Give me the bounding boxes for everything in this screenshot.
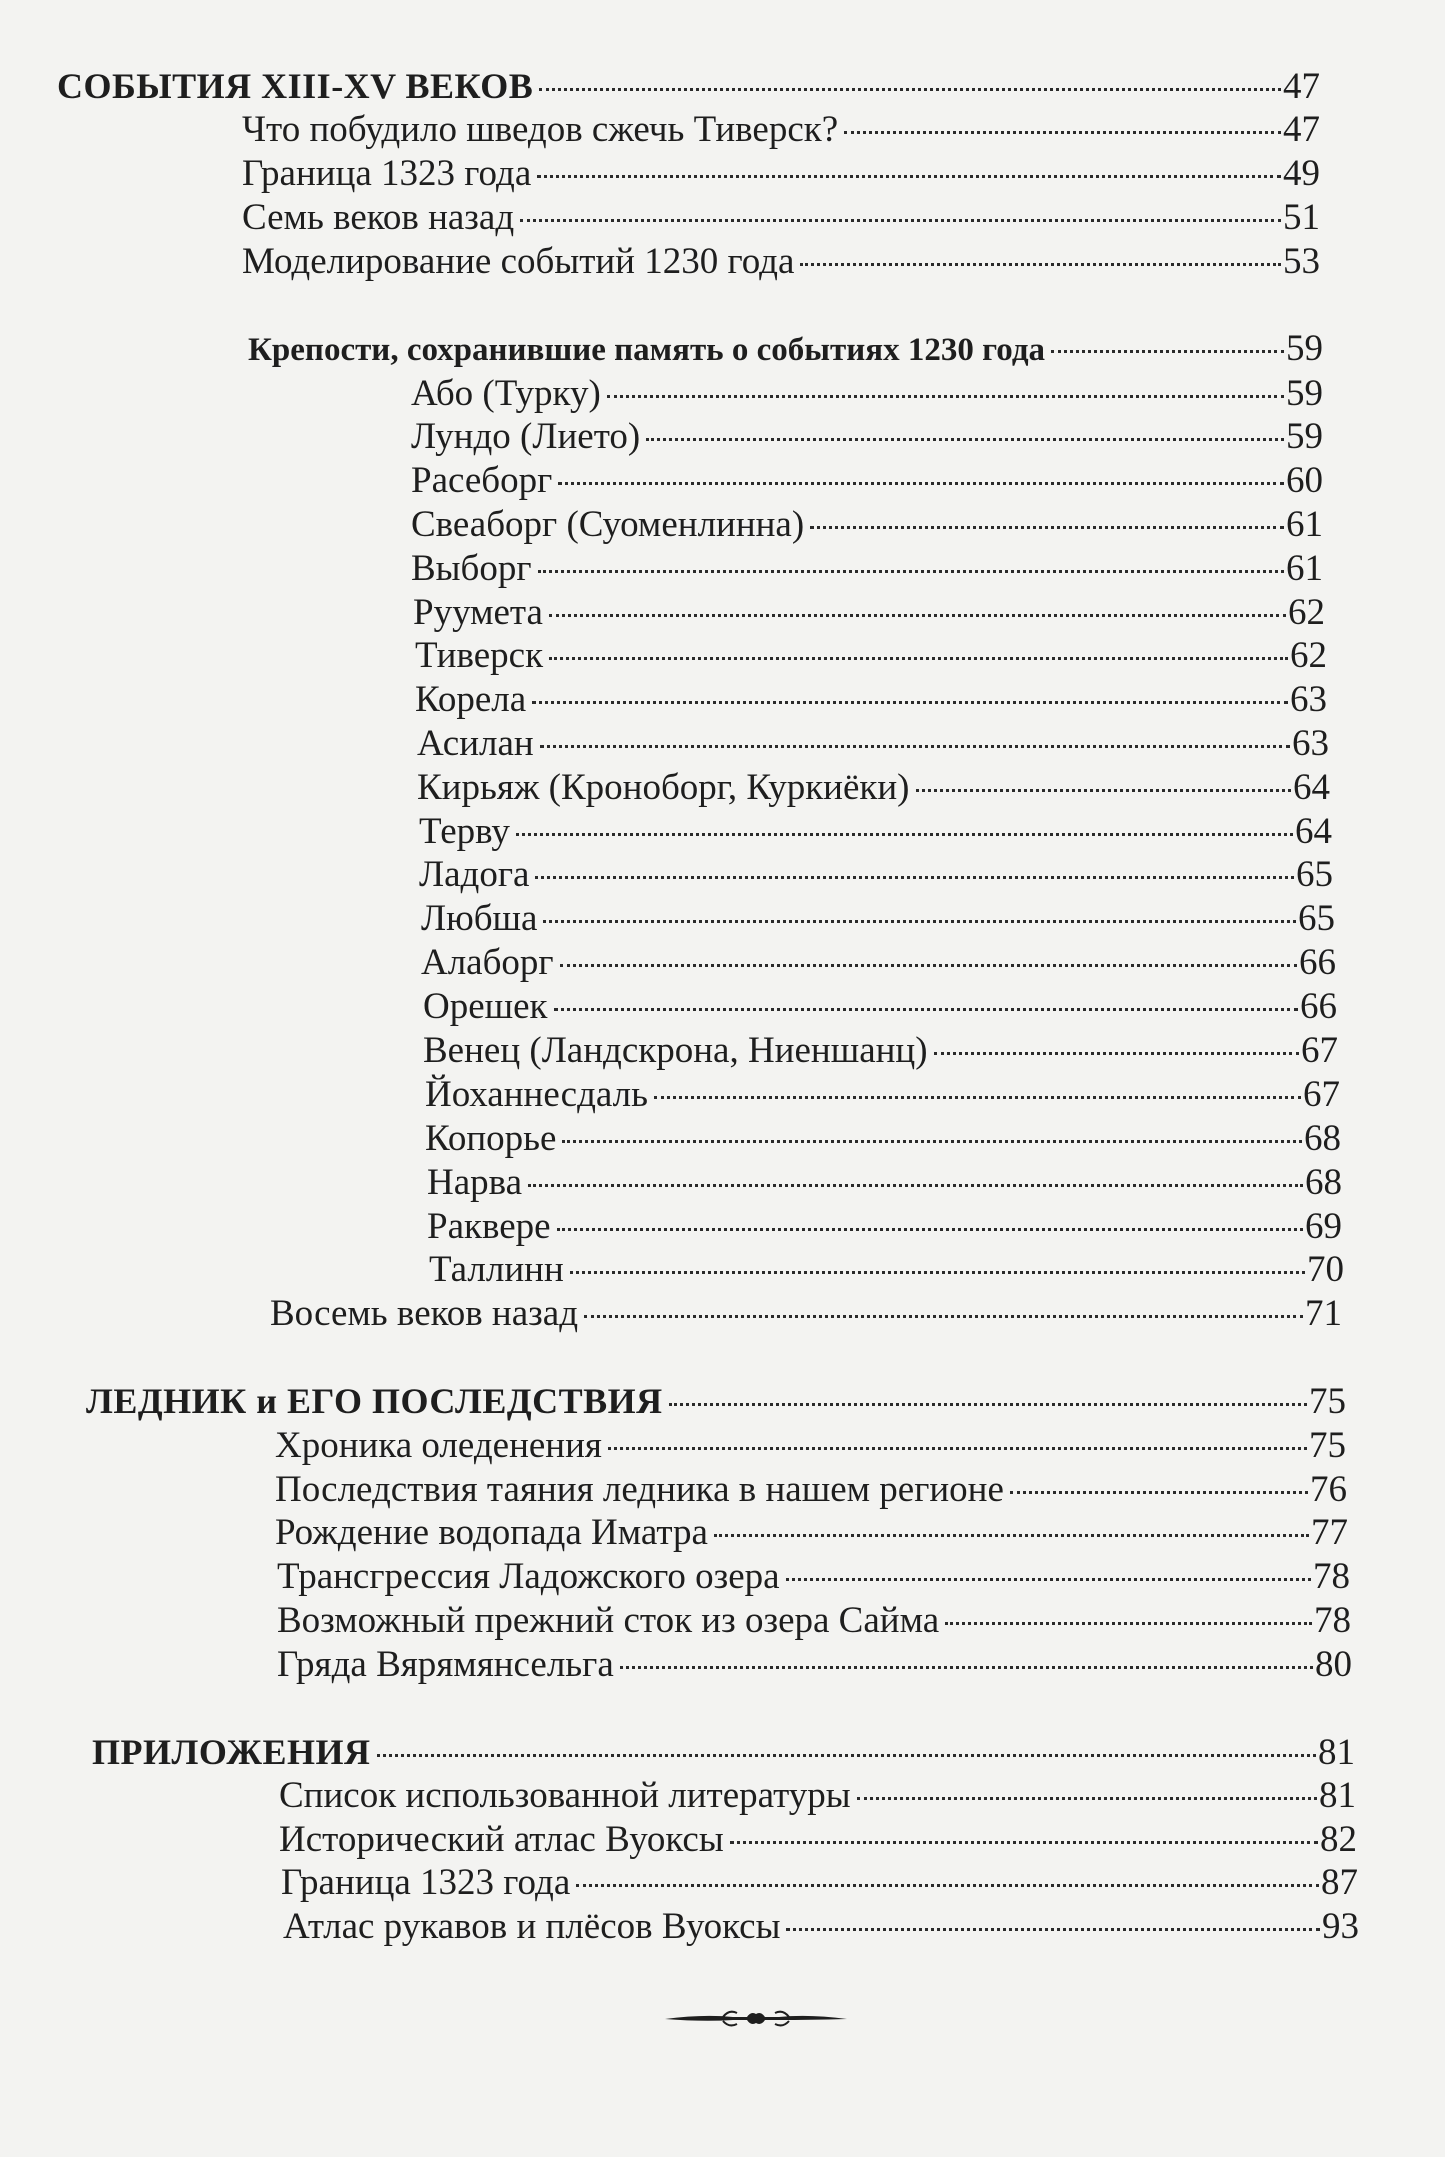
page-number: 81 (1318, 1732, 1355, 1773)
dot-leader (560, 964, 1297, 967)
dot-leader (528, 1184, 1303, 1187)
toc-entry (427, 1161, 1342, 1205)
dot-leader (539, 88, 1281, 91)
toc-entry-title: Моделирование событий 1230 года (242, 241, 795, 282)
toc-entry (421, 897, 1335, 941)
toc-entry (242, 108, 1320, 152)
page-number: 61 (1286, 548, 1323, 589)
page-number: 78 (1314, 1600, 1351, 1641)
toc-entry-title: Венец (Ландскрона, Ниеншанц) (423, 1030, 928, 1071)
dot-leader (945, 1622, 1312, 1625)
toc-entry-title: Асилан (417, 723, 534, 764)
page-number: 68 (1305, 1162, 1342, 1203)
dot-leader (516, 833, 1293, 836)
toc-entry-title: Расеборг (411, 460, 553, 501)
toc-entry-title: Трансгрессия Ладожского озера (277, 1556, 780, 1597)
page-number: 59 (1286, 373, 1323, 414)
toc-entry (425, 1073, 1340, 1117)
toc-entry-title: Любша (421, 898, 538, 939)
page-number: 78 (1313, 1556, 1350, 1597)
page-number: 67 (1301, 1030, 1338, 1071)
toc-entry-title: Руумета (413, 592, 543, 633)
page-number: 47 (1283, 66, 1320, 107)
toc-entry-title: Ладога (419, 854, 530, 895)
toc-entry-title: Возможный прежний сток из озера Сайма (277, 1600, 940, 1641)
page-number: 65 (1296, 854, 1333, 895)
page-number: 63 (1290, 679, 1327, 720)
toc-entry (242, 196, 1320, 240)
page-number: 77 (1311, 1512, 1348, 1553)
page-number: 64 (1293, 767, 1330, 808)
toc-entry-title: Нарва (427, 1162, 523, 1203)
dot-leader (786, 1578, 1311, 1581)
page-number: 59 (1286, 416, 1323, 457)
toc-entry-title: Последствия таяния ледника в нашем регионе (275, 1469, 1004, 1510)
section-title: ПРИЛОЖЕНИЯ (92, 1732, 371, 1772)
toc-entry-title: Список использованной литературы (279, 1775, 851, 1816)
toc-entry-title: Копорье (425, 1118, 557, 1159)
page-number: 69 (1305, 1206, 1342, 1247)
page-number: 75 (1309, 1381, 1346, 1422)
toc-entry-title: Восемь веков назад (270, 1293, 579, 1334)
dot-leader (800, 263, 1281, 266)
toc-entry (86, 1379, 1346, 1423)
toc-entry (415, 634, 1327, 678)
dot-leader (576, 1884, 1319, 1887)
dot-leader (540, 745, 1290, 748)
toc-entry (411, 459, 1323, 503)
toc-entry-title: Йоханнесдаль (425, 1074, 649, 1115)
page-number: 61 (1286, 504, 1323, 545)
dot-leader (844, 131, 1281, 134)
toc-entry (283, 1905, 1359, 1949)
toc-entry (413, 591, 1325, 635)
toc-entry (92, 1730, 1355, 1774)
dot-leader (620, 1666, 1313, 1669)
dot-leader (786, 1928, 1320, 1931)
dot-leader (1010, 1491, 1308, 1494)
dot-leader (549, 614, 1286, 617)
dot-leader (654, 1096, 1301, 1099)
dot-leader (520, 219, 1281, 222)
toc-entry-title: Алаборг (421, 942, 554, 983)
toc-entry (275, 1511, 1348, 1555)
dot-leader (532, 701, 1288, 704)
toc-entry-title: Терву (419, 811, 510, 852)
page-number: 71 (1305, 1293, 1342, 1334)
page-number: 49 (1283, 153, 1320, 194)
toc-entry-title: Свеаборг (Суоменлинна) (411, 504, 805, 545)
toc-entry-title: Або (Турку) (411, 373, 601, 414)
toc-entry (419, 853, 1333, 897)
dot-leader (1051, 350, 1284, 353)
toc-entry (423, 985, 1337, 1029)
toc-entry (423, 1029, 1338, 1073)
dot-leader (916, 789, 1291, 792)
page-number: 47 (1283, 109, 1320, 150)
page-number: 66 (1299, 942, 1336, 983)
toc-entry (248, 327, 1323, 371)
toc-entry (277, 1555, 1350, 1599)
toc-entry (242, 240, 1320, 284)
toc-entry (279, 1774, 1356, 1818)
toc-entry-title: Выборг (411, 548, 532, 589)
toc-entry-title: Семь веков назад (242, 197, 515, 238)
toc-entry-title: Кирьяж (Кроноборг, Куркиёки) (417, 767, 910, 808)
page-number: 63 (1292, 723, 1329, 764)
page-number: 53 (1283, 241, 1320, 282)
toc-entry (419, 810, 1332, 854)
page-number: 66 (1300, 986, 1337, 1027)
dot-leader (730, 1841, 1318, 1844)
page-number: 60 (1286, 460, 1323, 501)
dot-leader (554, 1008, 1298, 1011)
page-number: 80 (1315, 1644, 1352, 1685)
toc-entry (417, 722, 1329, 766)
page-number: 81 (1319, 1775, 1356, 1816)
ornament-divider-icon (663, 2005, 849, 2031)
toc-entry-title: Граница 1323 года (281, 1862, 571, 1903)
toc-entry (411, 372, 1323, 416)
toc-entry (275, 1468, 1347, 1512)
dot-leader (934, 1052, 1299, 1055)
dot-leader (558, 482, 1284, 485)
toc-entry-title: Исторический атлас Вуоксы (279, 1819, 724, 1860)
toc-entry-title: Тиверск (415, 635, 544, 676)
page-number: 82 (1320, 1819, 1357, 1860)
page-number: 93 (1322, 1906, 1359, 1947)
section-title: СОБЫТИЯ XIII-XV ВЕКОВ (57, 66, 534, 106)
toc-entry-title: Таллинн (429, 1249, 564, 1290)
toc-entry (425, 1117, 1341, 1161)
page-number: 87 (1321, 1862, 1358, 1903)
dot-leader (557, 1228, 1303, 1231)
toc-entry-title: Что побудило шведов сжечь Тиверск? (242, 109, 839, 150)
dot-leader (810, 526, 1284, 529)
dot-leader (562, 1140, 1302, 1143)
page-number: 65 (1298, 898, 1335, 939)
toc-entry-title: Орешек (423, 986, 548, 1027)
toc-entry-title: Атлас рукавов и плёсов Вуоксы (283, 1906, 781, 1947)
toc-entry (411, 547, 1323, 591)
toc-entry (270, 1292, 1342, 1336)
dot-leader (537, 175, 1281, 178)
dot-leader (646, 438, 1284, 441)
dot-leader (714, 1534, 1309, 1537)
toc-entry (429, 1248, 1344, 1292)
section-title: ЛЕДНИК и ЕГО ПОСЛЕДСТВИЯ (86, 1381, 663, 1421)
page-number: 64 (1295, 811, 1332, 852)
toc-entry-title: Гряда Вярямянсельга (277, 1644, 614, 1685)
toc-entry-title: Граница 1323 года (242, 153, 532, 194)
dot-leader (607, 395, 1284, 398)
page-number: 75 (1309, 1425, 1346, 1466)
toc-entry-title: Корела (415, 679, 527, 720)
page-number: 62 (1290, 635, 1327, 676)
toc-entry (279, 1818, 1357, 1862)
toc-entry (411, 503, 1323, 547)
toc-entry (417, 766, 1330, 810)
toc-entry-title: Хроника оледенения (275, 1425, 602, 1466)
dot-leader (538, 570, 1284, 573)
dot-leader (570, 1271, 1305, 1274)
toc-entry-title: Рождение водопада Иматра (275, 1512, 708, 1553)
page-number: 59 (1286, 328, 1323, 369)
dot-leader (608, 1447, 1307, 1450)
toc-entry-title: Лундо (Лието) (411, 416, 641, 457)
page-number: 62 (1288, 592, 1325, 633)
dot-leader (535, 876, 1294, 879)
dot-leader (549, 657, 1288, 660)
toc-entry (427, 1205, 1342, 1249)
toc-entry (57, 64, 1320, 108)
dot-leader (377, 1754, 1316, 1757)
subsection-title: Крепости, сохранившие память о событиях 1230 года (248, 332, 1046, 368)
page-number: 67 (1303, 1074, 1340, 1115)
toc-entry (242, 152, 1320, 196)
dot-leader (669, 1403, 1307, 1406)
toc-entry (421, 941, 1336, 985)
toc-entry (281, 1861, 1358, 1905)
toc-entry (275, 1424, 1346, 1468)
dot-leader (584, 1315, 1303, 1318)
toc-entry (415, 678, 1327, 722)
dot-leader (857, 1797, 1317, 1800)
page-number: 70 (1307, 1249, 1344, 1290)
page-number: 76 (1310, 1469, 1347, 1510)
toc-entry (277, 1599, 1351, 1643)
page-number: 51 (1283, 197, 1320, 238)
toc-entry (277, 1643, 1352, 1687)
dot-leader (543, 920, 1296, 923)
page-number: 68 (1304, 1118, 1341, 1159)
toc-entry (411, 415, 1323, 459)
toc-entry-title: Раквере (427, 1206, 551, 1247)
